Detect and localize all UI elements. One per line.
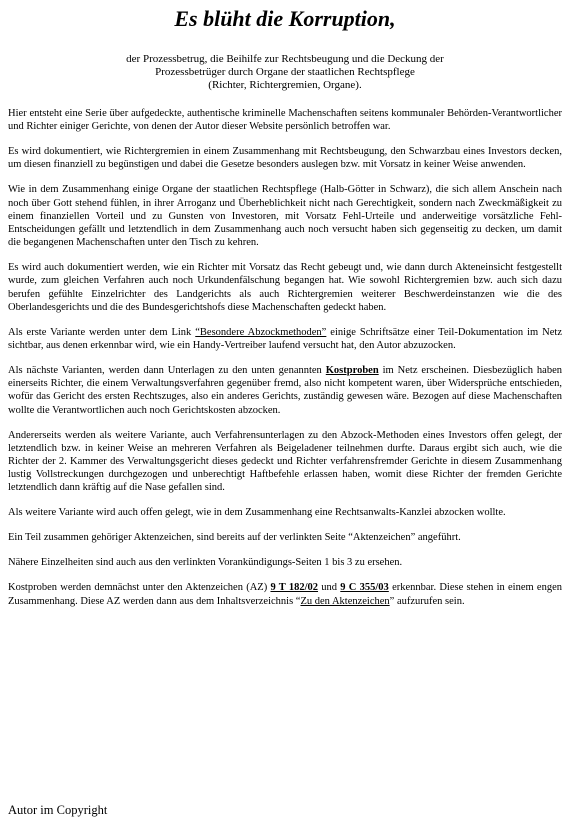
text-segment: erkennbar. Diese stehen in einem engen Zusammenhang. Diese AZ werden dann aus dem Inhaltsverzeichnis “ [8,582,562,607]
page-subtitle [0,53,570,92]
text-segment: Als nächste Varianten, werden dann Unterlagen zu den unten genannten [8,365,326,377]
text-segment: ” aufzurufen sein. [389,595,465,607]
paragraph-kostproben [8,581,562,607]
paragraph-organs: Wie in dem Zusammenhang einige Organe der staatlichen Rechtspflege (Halb-Götter in Schwarz), die sich allem Anschein nach noch über Gott stehend fühlen, in ihrer Arroganz und Überheblichkeit nicht nach Gerechtigkeit, sondern nach Zweckmäßigkeit zu einem finanziellen Vorteil und zu Gunsten von Investoren, mit Vorsatz Fehl-Urteile und anderweitige vorsätzliche Fehl-Entscheidungen gefällt und letztendlich in dem Zusammenhang auch noch versucht haben sich gegenseitig zu decken, um damit die begangenen Machenschaften unter den Tisch zu kehren. [8,184,562,249]
paragraph-documentation: Es wird dokumentiert, wie Richtergremien in einem Zusammenhang mit Rechtsbeugung, den Schwarzbau eines Investors decken, um diesen finanziell zu begünstigen und dabei die Gesetze besonders auslegen bzw. mit Vorsatz in keiner Weise anwenden. [8,146,562,171]
text-segment: Kostproben werden demnächst unter den Aktenzeichen (AZ) [8,582,271,594]
paragraph-intro: Hier entsteht eine Serie über aufgedeckte, authentische kriminelle Machenschaften seitens kommunaler Behörden-Verantwortlicher und Richter einiger Gerichte, von denen der Autor dieser Website persönlich betroffen war. [8,108,562,133]
subtitle-line: (Richter, Richtergremien, Organe). [208,79,362,91]
paragraph-judge: Es wird auch dokumentiert werden, wie ein Richter mit Vorsatz das Recht gebeugt und, wie dann durch Akteneinsicht festgestellt wurde, zum gleichen Verfahren auch noch Urkundenfälschung begangen hat. Wie sowohl Richtergremien bzw. auch sich dazu berufen gefühlte Einzelrichter des Landgerichts als auch Richtergremien weiterer Beschwerdeinstanzen wie die des Oberlandesgerichts und die des Bundesgerichtshofs diese Machenschaften gedeckt haben. [8,262,562,313]
paragraph-aktenzeichen: Ein Teil zusammen gehöriger Aktenzeichen, sind bereits auf der verlinkten Seite “Aktenzeichen” angeführt. [8,532,461,544]
paragraph-first-variant [8,326,562,352]
link-besondere-abzockmethoden[interactable]: “Besondere Abzockmethoden” [195,326,327,338]
subtitle-line: Prozessbetrüger durch Organe der staatlichen Rechtspflege [155,66,415,78]
paragraph-details: Nähere Einzelheiten sind auch aus den verlinkten Vorankündigungs-Seiten 1 bis 3 zu ersehen. [8,557,403,569]
subtitle-line: der Prozessbetrug, die Beihilfe zur Rechtsbeugung und die Deckung der [126,53,444,65]
link-az-9t-182-02[interactable]: 9 T 182/02 [270,582,319,594]
paragraph-next-variants [8,364,562,417]
text-segment: im Netz erscheinen. Diesbezüglich haben einerseits Richter, die einem Verwaltungsverfahren gegenüber fremd, also nicht kompetent waren, über Widersprüche entschieden, wofür das Gericht des ersten Rechtszuges, also ein anderes Gerichts, zuständig gewesen wäre. Bezogen auf diese Machenschaften wollte die Verantwortlichen auch noch Gerichtskosten abzocken. [8,365,562,416]
page-title: Es blüht die Korruption, [174,6,396,31]
text-segment: einige Schriftsätze einer Teil-Dokumentation im Netz sichtbar, aus denen erkennbar wird, wie ein Handy-Vertreiber laufend versucht hat, den Autor abzuzocken. [8,326,562,352]
link-az-9c-355-03[interactable]: 9 C 355/03 [340,582,389,594]
text-segment: Als erste Variante werden unter dem Link [8,326,196,338]
paragraph-investor: Andererseits werden als weitere Variante, auch Verfahrensunterlagen zu den Abzock-Methoden eines Investors offen gelegt, der letztendlich bzw. in keiner Weise an mehreren Verfahren als Beigeladener teilnehmen durfte. Daraus ergibt sich auch, wie die Richter der 2. Kammer des Verwaltungsgericht dieses gedeckt und Richter verfahrensfremder Gerichte in diesem Zusammenhang lustig Vollstreckungen durchgezogen und unberechtigt Haftbefehle erlassen haben, womit diese Richter der fremden Gerichte letztendlich dann kräftig auf die Nase gefallen sind. [8,429,562,494]
text-segment: und [318,582,341,594]
link-kostproben[interactable]: Kostproben [325,365,379,377]
copyright-footer: Autor im Copyright [8,803,108,817]
link-zu-den-aktenzeichen[interactable]: Zu den Aktenzeichen [300,595,390,607]
article-body [8,107,562,620]
paragraph-law-firm: Als weitere Variante wird auch offen gelegt, wie in dem Zusammenhang eine Rechtsanwalts-Kanzlei abzocken wollte. [8,507,506,519]
